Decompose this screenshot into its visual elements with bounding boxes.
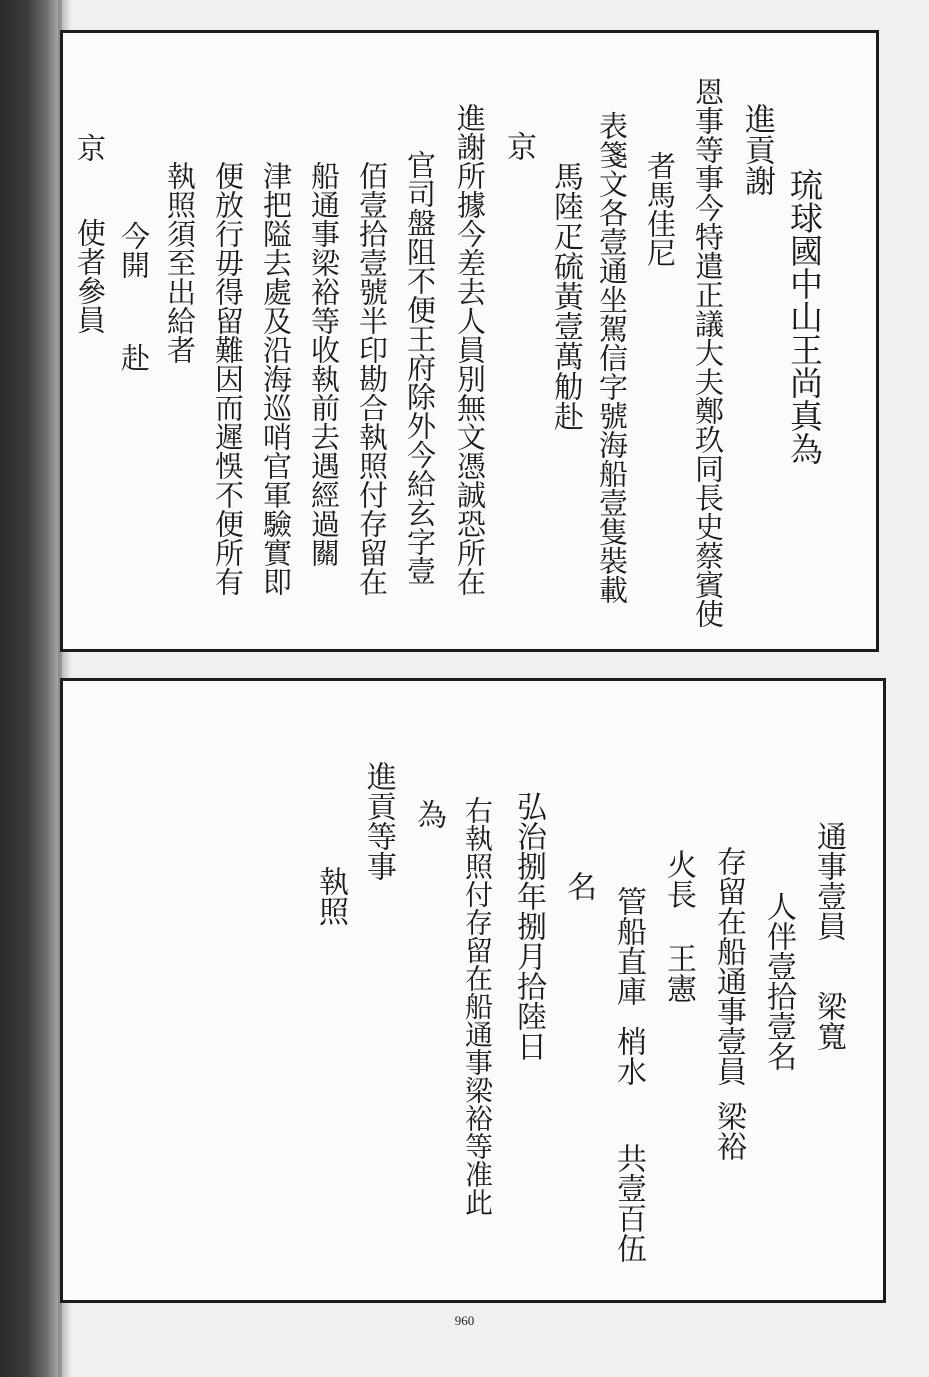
text-column: 馬陸疋硫黃壹萬觔赴 bbox=[548, 161, 583, 431]
text-column: 人伴壹拾壹名 bbox=[761, 891, 796, 1071]
text-column: 表箋文各壹通坐駕信字號海船壹隻裝載 bbox=[595, 111, 629, 604]
text-column: 梁裕 bbox=[711, 1101, 746, 1161]
text-column: 使者參員 bbox=[73, 218, 107, 334]
document-panel-top bbox=[60, 30, 879, 652]
text-column: 進貢謝 bbox=[739, 103, 775, 196]
text-column: 赴 bbox=[117, 343, 151, 372]
text-column: 為 bbox=[411, 799, 446, 829]
text-column: 弘治捌年捌月拾陸日 bbox=[511, 791, 546, 1061]
text-column: 存留在船通事壹員 bbox=[711, 846, 746, 1086]
page-number: 960 bbox=[454, 1313, 475, 1328]
text-column: 管船直庫 bbox=[611, 886, 646, 1006]
text-column: 今開 bbox=[117, 221, 151, 279]
text-column: 名 bbox=[561, 871, 596, 901]
text-column: 右執照付存留在船通事梁裕等准此 bbox=[461, 796, 494, 1216]
binding-gutter bbox=[0, 0, 62, 1377]
text-column: 共壹百伍 bbox=[611, 1143, 646, 1263]
text-column: 佰壹拾壹號半印勘合執照付存留在 bbox=[355, 161, 389, 596]
text-column: 船通事梁裕等收執前去遇經過關 bbox=[307, 161, 341, 567]
text-column: 恩事等事今特遣正議大夫鄭玖同長史蔡賓使 bbox=[691, 77, 725, 628]
document-panel-bottom bbox=[60, 678, 886, 1303]
text-column: 者馬佳尼 bbox=[643, 151, 677, 267]
text-column: 通事壹員 bbox=[811, 821, 846, 941]
text-column: 琉球國中山王尚真為 bbox=[785, 168, 824, 465]
text-column: 官司盤阻不便王府除外今給玄字壹 bbox=[403, 150, 437, 585]
text-column: 京 bbox=[73, 133, 107, 162]
text-column: 執照須至出給者 bbox=[163, 161, 197, 364]
text-column: 梢水 bbox=[611, 1026, 646, 1086]
text-column: 京 bbox=[501, 131, 536, 161]
text-column: 津把隘去處及沿海巡哨官軍驗實即 bbox=[259, 161, 293, 596]
text-column: 王憲 bbox=[661, 943, 696, 1003]
text-column: 便放行毋得留難因而遲悞不便所有 bbox=[211, 161, 245, 596]
text-column: 進謝所據今差去人員別無文憑誠恐所在 bbox=[453, 103, 487, 596]
text-column: 執照 bbox=[313, 866, 348, 926]
text-column: 梁寬 bbox=[811, 991, 846, 1051]
text-column: 火長 bbox=[661, 849, 696, 909]
text-column: 進貢等事 bbox=[361, 761, 396, 881]
